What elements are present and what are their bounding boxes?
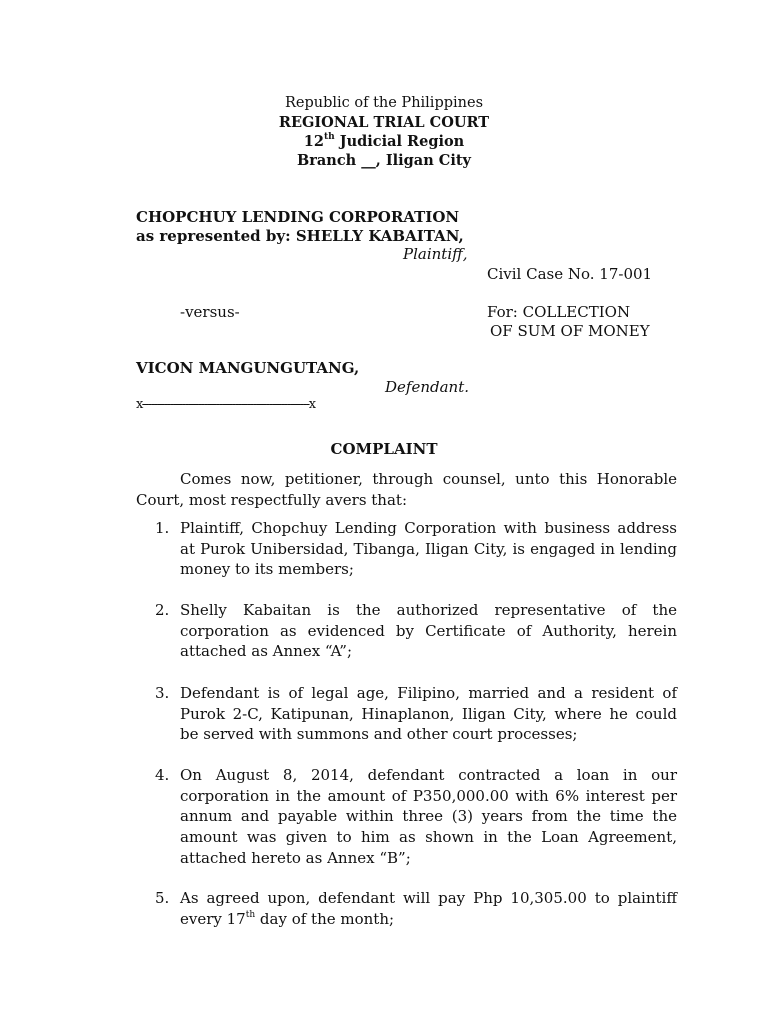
civil-case-number: Civil Case No. 17-001 — [487, 265, 653, 283]
allegation-1: 1. Plaintiff, Chopchuy Lending Corporation with business address at Purok Unibersidad, Tibanga, Iligan City, is engaged in lending money to its members; — [155, 519, 677, 579]
header-republic: Republic of the Philippines — [284, 95, 484, 111]
complaint-title: COMPLAINT — [330, 440, 438, 458]
versus-label: -versus- — [180, 303, 240, 321]
represented-by: as represented by: SHELLY KABAITAN, — [136, 227, 464, 245]
nature-of-action-2: OF SUM OF MONEY — [490, 322, 650, 340]
intro-paragraph: Comes now, petitioner, through counsel, unto this Honorable Court, most respectfully avers that: — [136, 470, 677, 509]
plaintiff-name: CHOPCHUY LENDING CORPORATION — [136, 208, 460, 226]
plaintiff-role: Plaintiff, — [403, 245, 468, 263]
caption-divider: x------------------------------------------------------x — [136, 397, 315, 412]
defendant-name: VICON MANGUNGUTANG, — [136, 359, 360, 377]
allegation-2: 2. Shelly Kabaitan is the authorized representative of the corporation as evidenced by Certificate of Authority, herein attached as Annex “A”; — [155, 601, 677, 661]
header-branch: Branch __, Iligan City — [297, 152, 471, 169]
defendant-role: Defendant. — [385, 378, 469, 396]
allegation-4: 4. On August 8, 2014, defendant contracted a loan in our corporation in the amount of P350,000.00 with 6% interest per annum and payable within three (3) years from the time the amount was given to him as shown in the Loan Agreement, attached hereto as Annex “B”; — [155, 766, 677, 867]
allegation-5: 5. As agreed upon, defendant will pay Php 10,305.00 to plaintiff every 17th day of the month; — [155, 889, 677, 928]
header-region: 12th Judicial Region — [303, 132, 465, 150]
nature-of-action-1: For: COLLECTION — [487, 303, 631, 321]
allegation-3: 3. Defendant is of legal age, Filipino, married and a resident of Purok 2-C, Katipunan, Hinaplanon, Iligan City, where he could be served with summons and other court processes; — [155, 684, 677, 744]
header-court: REGIONAL TRIAL COURT — [278, 114, 490, 131]
